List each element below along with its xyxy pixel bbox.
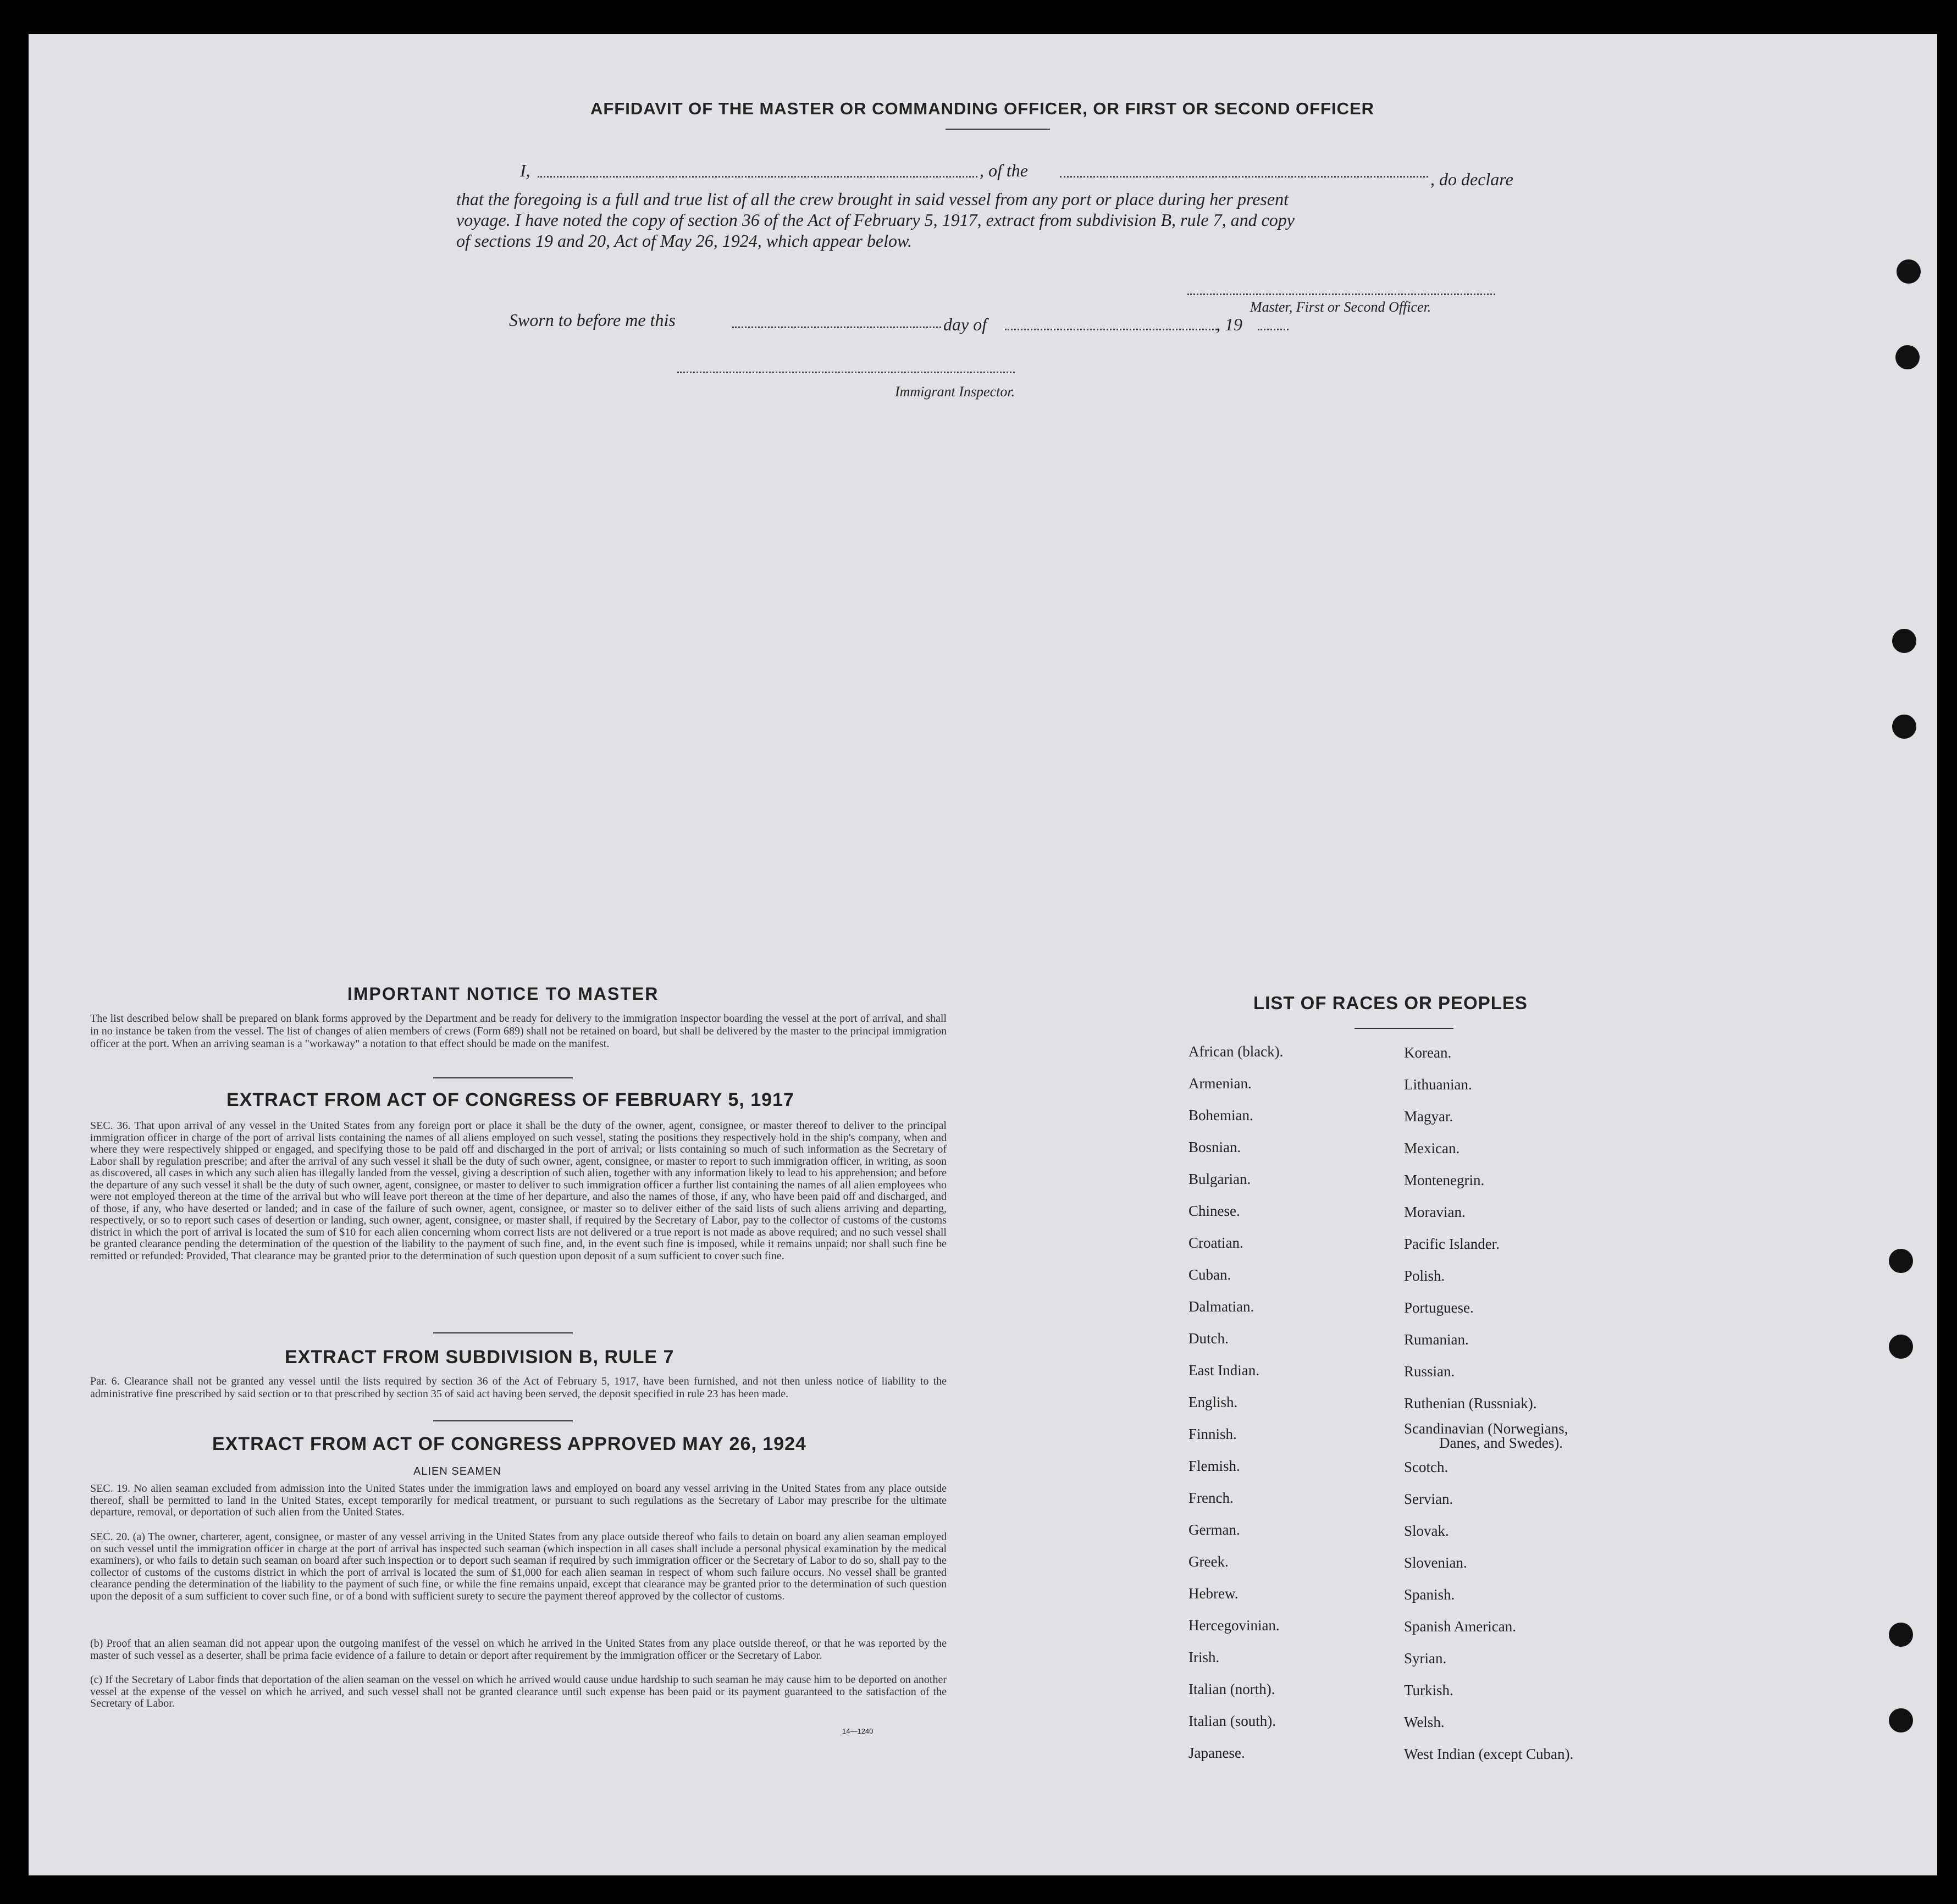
race-item: Scotch. [1404, 1459, 1449, 1475]
sworn-day-blank[interactable] [732, 326, 941, 328]
notice-title: IMPORTANT NOTICE TO MASTER [347, 984, 659, 1004]
extract-1924-subtitle: ALIEN SEAMEN [413, 1465, 501, 1477]
race-item: Magyar. [1404, 1108, 1453, 1125]
binder-hole [1889, 1249, 1913, 1273]
sworn-year-blank[interactable] [1258, 329, 1289, 330]
extract-1924-sec20a: SEC. 20. (a) The owner, charterer, agent, consignee, or master of any vessel arriving in the United States from any place outside thereof who fails to detain on board any alien seaman employed on such vessel until the immigration officer in charge at the port of arrival has inspected such seaman (which inspection in all cases shall include a personal physical examination by the medical examiners), or who fails to detain such seaman on board after such inspection or to deport such seaman if required by such immigration officer or the Secretary of Labor to do so, shall pay to the collector of customs of the customs district in which the port of arrival is located the sum of $1,000 for each alien seaman in respect of whom such failure occurs. No vessel shall be granted clearance pending the determination of the liability to the payment of such fine, or while the fine remains unpaid, except that clearance may be granted prior to the determination of such question upon the deposit of a sum sufficient to cover such fine, or of a bond with sufficient surety to secure the payment thereof approved by the collector of customs. [90, 1531, 947, 1602]
race-item: Bohemian. [1188, 1107, 1253, 1123]
race-item: Pacific Islander. [1404, 1236, 1500, 1252]
extract-1924-sec20b: (b) Proof that an alien seaman did not appear upon the outgoing manifest of the vessel on which he arrived in the United States from any place outside thereof, or that he was reported by the master of such vessel as a deserter, shall be prima facie evidence of a failure to detain or deport after requirement by the immigration officer or the Secretary of Labor. [90, 1637, 947, 1662]
race-item: French. [1188, 1490, 1234, 1506]
race-item: Italian (south). [1188, 1713, 1276, 1729]
race-item: Montenegrin. [1404, 1172, 1485, 1188]
race-item: Dutch. [1188, 1330, 1229, 1347]
race-item: Ruthenian (Russniak). [1404, 1395, 1537, 1412]
extract-rule7-text: Par. 6. Clearance shall not be granted any vessel until the lists required by section 36 of the Act of February 5, 1917, have been furnished, and not then unless notice of liability to the administrative fine prescribed by said section or to that prescribed by section 35 of said act having been served, the deposit specified in rule 23 has been made. [90, 1375, 947, 1400]
race-item: Cuban. [1188, 1266, 1231, 1283]
race-item: Japanese. [1188, 1745, 1245, 1761]
race-item: Flemish. [1188, 1458, 1240, 1474]
race-item: German. [1188, 1521, 1240, 1538]
sworn-month-blank[interactable] [1005, 329, 1217, 330]
extract-1924-title: EXTRACT FROM ACT OF CONGRESS APPROVED MAY 26, 1924 [212, 1433, 806, 1454]
race-item: Turkish. [1404, 1682, 1453, 1698]
inspector-caption: Immigrant Inspector. [895, 384, 1015, 400]
inspector-signature-blank[interactable] [677, 372, 1015, 373]
race-item: Russian. [1404, 1363, 1455, 1380]
officer-signature-blank[interactable] [1187, 294, 1495, 295]
race-item: Spanish American. [1404, 1618, 1516, 1635]
affidavit-line2: that the foregoing is a full and true list of all the crew brought in said vessel from any port or place during her present [456, 189, 1289, 209]
notice-text: The list described below shall be prepared on blank forms approved by the Department and be ready for delivery to the immigration inspector boarding the vessel at the port of arrival, and shall in no instance be taken from the vessel. The list of changes of alien members of crews (Form 689) shall not be retained on board, but shall be delivered by the master to the principal immigration officer at the port. When an arriving seaman is a "workaway" a notation to that effect should be made on the manifest. [90, 1012, 947, 1050]
race-item: Lithuanian. [1404, 1076, 1472, 1093]
race-item: Bosnian. [1188, 1139, 1241, 1155]
race-item: Hebrew. [1188, 1585, 1239, 1602]
binder-hole [1892, 715, 1916, 739]
rule7-top-rule [433, 1332, 573, 1333]
race-item: Finnish. [1188, 1426, 1237, 1442]
affidavit-i: I, [520, 160, 530, 180]
race-item: Spanish. [1404, 1586, 1455, 1603]
affidavit-title: AFFIDAVIT OF THE MASTER OR COMMANDING OFFICER, OR FIRST OR SECOND OFFICER [590, 99, 1375, 118]
document-page [29, 34, 1937, 1875]
extract-1924-sec20c: (c) If the Secretary of Labor finds that deportation of the alien seaman on the vessel on which he arrived would cause undue hardship to such seaman he may cause him to be deported on another vessel at the expense of the vessel on which he arrived, and such vessel shall not be granted clearance until such expense has been paid or its payment guaranteed to the satisfaction of the Secretary of Labor. [90, 1674, 947, 1709]
race-item: Mexican. [1404, 1140, 1460, 1156]
race-item: Chinese. [1188, 1203, 1240, 1219]
binder-hole [1895, 345, 1920, 369]
race-item: Dalmatian. [1188, 1298, 1254, 1315]
binder-hole [1892, 629, 1916, 653]
binder-hole [1889, 1708, 1913, 1733]
name-blank[interactable] [538, 176, 977, 178]
race-item: Irish. [1188, 1649, 1220, 1665]
races-title-rule [1355, 1028, 1453, 1029]
race-item: West Indian (except Cuban). [1404, 1746, 1574, 1762]
race-item: English. [1188, 1394, 1238, 1410]
form-number: 14—1240 [842, 1727, 874, 1735]
race-item: Korean. [1404, 1044, 1452, 1061]
sworn-year: , 19 [1216, 314, 1242, 334]
affidavit-line3: voyage. I have noted the copy of section 36 of the Act of February 5, 1917, extract from subdivision B, rule 7, and copy [456, 210, 1295, 230]
race-item: African (black). [1188, 1043, 1284, 1060]
affidavit-line4: of sections 19 and 20, Act of May 26, 1924, which appear below. [456, 231, 912, 251]
race-item: Greek. [1188, 1553, 1229, 1570]
race-item: Rumanian. [1404, 1331, 1469, 1348]
binder-hole [1889, 1623, 1913, 1647]
race-item: Slovenian. [1404, 1554, 1467, 1571]
races-title: LIST OF RACES OR PEOPLES [1253, 993, 1528, 1013]
sworn-prefix: Sworn to before me this [509, 310, 676, 330]
notice-rule [433, 1077, 573, 1078]
race-item: East Indian. [1188, 1362, 1259, 1379]
rule7-bottom-rule [433, 1420, 573, 1421]
race-item: Portuguese. [1404, 1299, 1474, 1316]
binder-hole [1889, 1335, 1913, 1359]
sworn-day-of: day of [943, 314, 987, 334]
extract-rule7-title: EXTRACT FROM SUBDIVISION B, RULE 7 [285, 1347, 675, 1368]
race-item: Bulgarian. [1188, 1171, 1251, 1187]
race-item: Scandinavian (Norwegians, [1404, 1420, 1568, 1437]
vessel-blank[interactable] [1060, 176, 1428, 178]
race-item: Italian (north). [1188, 1681, 1275, 1697]
affidavit-declare: , do declare [1430, 169, 1513, 189]
race-item: Moravian. [1404, 1204, 1466, 1220]
race-item: Welsh. [1404, 1714, 1445, 1730]
race-item-continuation: Danes, and Swedes). [1439, 1435, 1563, 1451]
affidavit-of-the: , of the [980, 160, 1028, 180]
binder-hole [1897, 259, 1921, 284]
race-item: Armenian. [1188, 1075, 1252, 1092]
race-item: Croatian. [1188, 1235, 1243, 1251]
race-item: Slovak. [1404, 1523, 1449, 1539]
extract-1917-title: EXTRACT FROM ACT OF CONGRESS OF FEBRUARY 5, 1917 [226, 1089, 794, 1110]
race-item: Hercegovinian. [1188, 1617, 1280, 1634]
extract-1924-sec19: SEC. 19. No alien seaman excluded from admission into the United States under the immigration laws and employed on board any vessel arriving in the United States from any place outside thereof, shall be permitted to land in the United States, except temporarily for medical treatment, or pursuant to such regulations as the Secretary of Labor may prescribe for the ultimate departure, removal, or deportation of such alien from the United States. [90, 1482, 947, 1518]
extract-1917-text: SEC. 36. That upon arrival of any vessel in the United States from any foreign port or place it shall be the duty of the owner, agent, consignee, or master thereof to deliver to the principal immigration officer in charge of the port of arrival lists containing the names of all aliens employed on such vessel, stating the positions they respectively hold in the ship's company, when and where they were respectively shipped or engaged, and specifying those to be paid off and discharged in the port of arrival; or lists containing so much of such information as the Secretary of Labor shall by regulation prescribe; and after the arrival of any such vessel it shall be the duty of such owner, agent, consignee, or master to report to such immigration officer, in writing, as soon as discovered, all cases in which any such alien has illegally landed from the vessel, giving a description of such alien, together with any information likely to lead to his apprehension; and before the departure of any such vessel it shall be the duty of such owner, agent, consignee, or master to deliver to such immigration officer a further list containing the names of all alien employees who were not employed thereon at the time of the arrival but who will leave port thereon at the time of her departure, and also the names of those, if any, who have been paid off and discharged, and of those, if any, who have deserted or landed; and in case of the failure of such owner, agent, consignee, or master so to deliver either of the said lists of such aliens arriving and departing, respectively, or so to report such cases of desertion or landing, such owner, agent, consignee, or master shall, if required by the Secretary of Labor, pay to the collector of customs of the customs district in which the port of arrival is located the sum of $10 for each alien concerning whom correct lists are not delivered or a true report is not made as above required; and no such vessel shall be granted clearance pending the determination of the question of the liability to the payment of such fine, and, in the event such fine is imposed, while it remains unpaid; nor shall such fine be remitted or refunded: Provided, That clearance may be granted prior to the determination of such question upon deposit of a sum sufficient to cover such fine. [90, 1120, 947, 1262]
race-item: Syrian. [1404, 1650, 1447, 1667]
officer-caption: Master, First or Second Officer. [1250, 299, 1431, 315]
race-item: Polish. [1404, 1268, 1445, 1284]
affidavit-title-rule [946, 129, 1050, 130]
race-item: Servian. [1404, 1491, 1453, 1507]
